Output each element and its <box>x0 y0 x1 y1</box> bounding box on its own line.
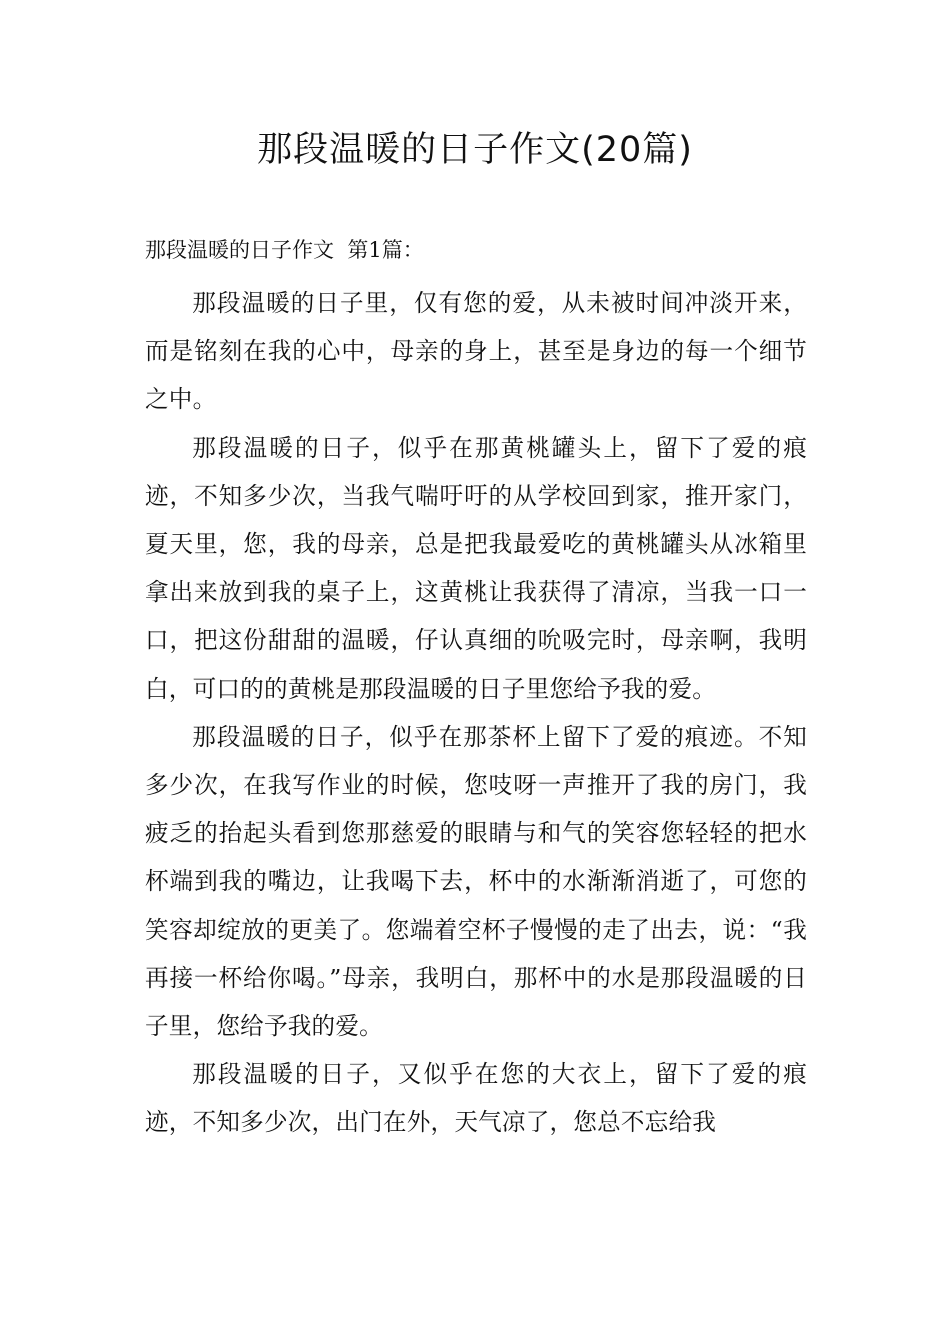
paragraph: 那段温暖的日子，似乎在那茶杯上留下了爱的痕迹。不知多少次，在我写作业的时候，您吱呀一声推开了我的房门，我疲乏的抬起头看到您那慈爱的眼睛与和气的笑容您轻轻的把水杯端到我的嘴边，让我喝下去，杯中的水渐渐消逝了，可您的笑容却绽放的更美了。您端着空杯子慢慢的走了出去，说：“我再接一杯给你喝。”母亲，我明白，那杯中的水是那段温暖的日子里，您给予我的爱。 <box>145 722 807 1041</box>
document-body <box>145 279 807 1147</box>
paragraph: 那段温暖的日子，又似乎在您的大衣上，留下了爱的痕迹，不知多少次，出门在外，天气凉了，您总不忘给我 <box>145 1060 807 1137</box>
section-heading-number: 第1篇： <box>347 238 424 262</box>
paragraph: 那段温暖的日子，似乎在那黄桃罐头上，留下了爱的痕迹，不知多少次，当我气喘吁吁的从学校回到家，推开家门，夏天里，您，我的母亲，总是把我最爱吃的黄桃罐头从冰箱里拿出来放到我的桌子上，这黄桃让我获得了清凉，当我一口一口，把这份甜甜的温暖，仔认真细的吮吸完时，母亲啊，我明白，可口的的黄桃是那段温暖的日子里您给予我的爱。 <box>145 433 807 703</box>
document-title: 那段温暖的日子作文(20篇) <box>257 130 693 170</box>
paragraph: 那段温暖的日子里，仅有您的爱，从未被时间冲淡开来，而是铭刻在我的心中，母亲的身上，甚至是身边的每一个细节之中。 <box>145 289 807 414</box>
section-heading <box>145 226 424 274</box>
section-heading-label: 那段温暖的日子作文 <box>145 238 334 262</box>
